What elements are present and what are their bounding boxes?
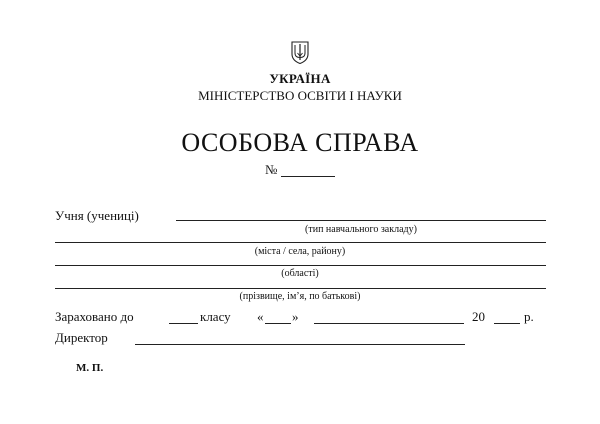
student-label: Учня (учениці) (55, 208, 139, 223)
region-caption: (області) (281, 268, 319, 279)
document-title: ОСОБОВА СПРАВА (181, 128, 419, 157)
enrolled-label: Зараховано до (55, 309, 134, 324)
year-suffix: р. (524, 309, 534, 324)
settlement-field[interactable] (55, 242, 546, 243)
settlement-caption: (міста / села, району) (254, 246, 346, 257)
number-field[interactable] (281, 176, 335, 177)
director-signature-field[interactable] (135, 344, 465, 345)
number-label: № (265, 162, 278, 177)
month-field[interactable] (314, 323, 464, 324)
school-type-field[interactable] (176, 220, 546, 221)
country-name: УКРАЇНА (269, 71, 331, 86)
seal-label: М. П. (76, 362, 104, 374)
full-name-field[interactable] (55, 288, 546, 289)
full-name-caption: (прізвище, ім’я, по батькові) (239, 291, 361, 302)
quote-close: » (292, 309, 299, 324)
day-field[interactable] (265, 323, 291, 324)
class-number-field[interactable] (169, 323, 198, 324)
year-field[interactable] (494, 323, 520, 324)
quote-open: « (257, 309, 264, 324)
ministry-name: МІНІСТЕРСТВО ОСВІТИ І НАУКИ (198, 88, 402, 103)
director-label: Директор (55, 330, 108, 345)
class-label: класу (200, 309, 231, 324)
year-prefix: 20 (472, 309, 485, 324)
school-type-caption: (тип навчального закладу) (305, 224, 417, 235)
region-field[interactable] (55, 265, 546, 266)
trident-icon (291, 40, 309, 64)
